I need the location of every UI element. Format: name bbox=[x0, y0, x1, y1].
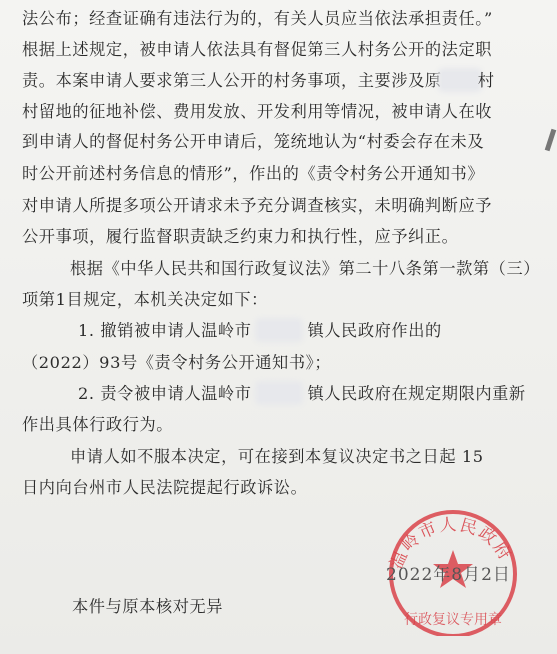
text-line-13-part-b: 镇人民政府在规定期限内重新 bbox=[307, 384, 526, 403]
text-line-13-part-a: 2. 责令被申请人温岭市 bbox=[78, 384, 252, 403]
text-line-16: 日内向台州市人民法院提起行政诉讼。 bbox=[22, 478, 308, 497]
text-line-9: 根据《中华人民共和国行政复议法》第二十八条第一款第（三） bbox=[70, 259, 541, 278]
edge-mark bbox=[545, 129, 557, 151]
text-line-11 bbox=[78, 321, 442, 341]
redaction-blur bbox=[442, 72, 478, 88]
text-line-5: 到申请人的督促村务公开申请后，笼统地认为“村委会存在未及 bbox=[22, 132, 485, 151]
text-line-11-part-a: 1. 撤销被申请人温岭市 bbox=[78, 321, 252, 340]
text-line-8: 公开事项，履行监督职责缺乏约束力和执行性，应予纠正。 bbox=[22, 227, 459, 246]
certification-note: 本件与原本核对无异 bbox=[72, 597, 224, 616]
text-line-3-part-a: 责。本案申请人要求第三人公开的村务事项，主要涉及原 bbox=[22, 71, 442, 90]
text-line-14: 作出具体行政行为。 bbox=[22, 415, 174, 434]
text-line-4: 村留地的征地补偿、费用发放、开发利用等情况，被申请人在收 bbox=[22, 102, 493, 121]
text-line-1: 法公布；经查证确有违法行为的，有关人员应当依法承担责任。” bbox=[22, 9, 493, 28]
text-line-7: 对申请人所提多项公开请求未予充分调查核实，未明确判断应予 bbox=[22, 196, 493, 215]
text-line-3-part-b: 村 bbox=[477, 71, 495, 90]
text-line-6: 时公开前述村务信息的情形”，作出的《责令村务公开通知书》 bbox=[22, 164, 485, 183]
text-line-13 bbox=[78, 384, 526, 404]
text-line-3 bbox=[22, 71, 494, 91]
seal-top-text: 温岭市人民政府 bbox=[386, 514, 516, 572]
text-line-12: （2022）93号《责令村务公开通知书》； bbox=[22, 353, 332, 372]
redaction-blur bbox=[259, 385, 299, 401]
seal-bottom-text: 行政复议专用章 bbox=[404, 612, 502, 628]
text-line-2: 根据上述规定，被申请人依法具有督促第三人村务公开的法定职 bbox=[22, 40, 493, 59]
text-line-10: 项第1目规定，本机关决定如下： bbox=[22, 290, 268, 309]
text-line-11-part-b: 镇人民政府作出的 bbox=[307, 321, 442, 340]
text-line-15: 申请人如不服本决定，可在接到本复议决定书之日起 15 bbox=[70, 447, 484, 466]
redaction-blur bbox=[259, 322, 299, 338]
decision-date: 2022年8月2日 bbox=[386, 565, 511, 585]
